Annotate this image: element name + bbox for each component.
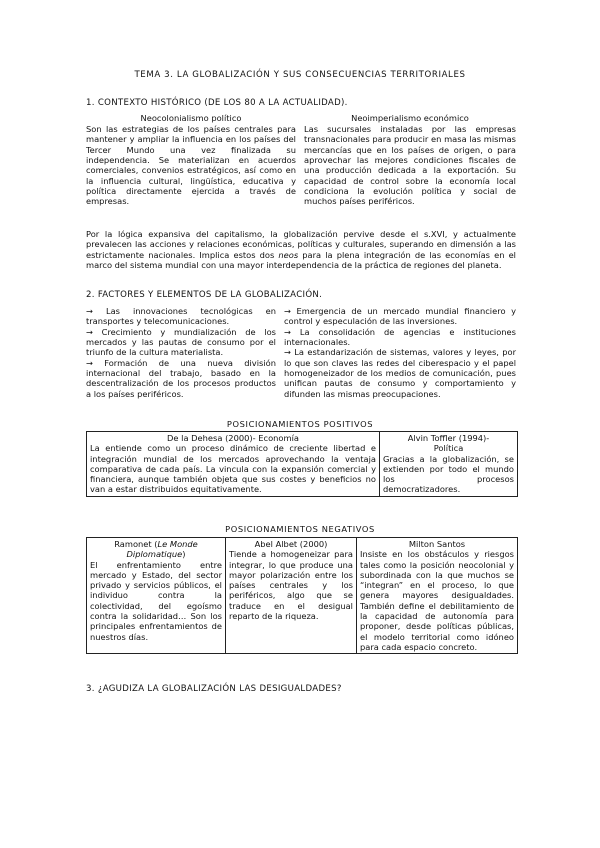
neocolonialismo-title: Neocolonialismo político <box>140 113 242 123</box>
factor-item: → Crecimiento y mundialización de los mercados y las pautas de consumo por el triunfo de la cultura materialista. <box>86 326 276 358</box>
section-1-heading: 1. CONTEXTO HISTÓRICO (DE LOS 80 A LA ACTUALIDAD). <box>86 98 348 108</box>
positive-caption: POSICIONAMIENTOS POSITIVOS <box>226 419 374 429</box>
toffler-text: Gracias a la globalización, se extienden por todo el mundo los procesos democratizadores. <box>383 453 514 495</box>
dehesa-cell <box>87 432 380 497</box>
factor-item: → Formación de una nueva división internacional del trabajo, basado en la descentralización de los procesos productos a los países periféricos. <box>86 357 276 399</box>
factor-item: → Emergencia de un mercado mundial financiero y control y especulación de las inversiones. <box>284 306 516 327</box>
albet-text: Tiende a homogeneizar para integrar, lo que produce una mayor polarización entre los países centrales y los periféricos, algo que se traduce en el desigual reparto de la riqueza. <box>229 549 353 622</box>
context-paragraph: Por la lógica expansiva del capitalismo, la globalización pervive desde el s.XVI, y actualmente prevalecen las acciones y relaciones económicas, políticas y culturales, superando en dimensión a las estrictamente nacionales. Implica estos dos neos para la plena integración de las economías en el marco del sistema mundial con una mayor interdependencia de la práctica de regiones del planeta. <box>86 229 516 271</box>
ramonet-title: Ramonet (Le Monde Diplomatique) <box>114 539 198 560</box>
negative-caption: POSICIONAMIENTOS NEGATIVOS <box>225 524 375 534</box>
toffler-cell <box>380 432 518 497</box>
factor-item: → Las innovaciones tecnológicas en transportes y telecomunicaciones. <box>86 306 276 327</box>
neos-italic: neos <box>278 249 299 260</box>
positive-table <box>86 431 518 497</box>
santos-title: Milton Santos <box>408 539 466 549</box>
neoimperialismo-title: Neoimperialismo económico <box>351 113 469 123</box>
neocolonialismo-text: Son las estrategias de los países centrales para mantener y ampliar la influencia en los países del Tercer Mundo una vez finalizada su independencia. Se materializan en acuerdos comerciales, convenios estratégicos, así como en la influencia cultural, lingüística, educativa y política directamente ejercida a través de empresas. <box>86 124 296 207</box>
factors-right-list <box>284 306 516 399</box>
neoimperialismo-text: Las sucursales instaladas por las empresas transnacionales para producir en masa las mismas mercancías que en los países de origen, o para aprovechar las mejores condiciones fiscales de una producción dedicada a la exportación. Su capacidad de control sobre la economía local condiciona la evolución política y social de muchos países periféricos. <box>304 124 516 207</box>
dehesa-text: La entiende como un proceso dinámico de creciente libertad e integración mundial de los mercados aprovechando la ventaja comparativa de cada país. La vincula con la expansión comercial y financiera, aunque también objeta que sus costes y beneficios no van a estar distribuidos equitativamente. <box>90 443 376 495</box>
albet-cell <box>226 538 357 654</box>
factor-item: → La consolidación de agencias e instituciones internacionales. <box>284 326 516 348</box>
santos-cell <box>357 538 518 654</box>
factors-left-list <box>86 306 276 399</box>
ramonet-text: El enfrentamiento entre mercado y Estado, del sector privado y servicios públicos, el individuo contra la colectividad, del egoísmo contra la solidaridad… Son los principales enfrentamientos de nuestros días. <box>90 559 222 642</box>
dehesa-title: De la Dehesa (2000)- Economía <box>167 433 299 443</box>
section-2-heading: 2. FACTORES Y ELEMENTOS DE LA GLOBALIZACIÓN. <box>86 290 323 300</box>
toffler-title: Alvin Toffler (1994)- Política <box>407 433 490 454</box>
negative-table <box>86 537 518 654</box>
page-title: TEMA 3. LA GLOBALIZACIÓN Y SUS CONSECUENCIAS TERRITORIALES <box>134 70 466 80</box>
ramonet-cell <box>87 538 226 654</box>
albet-title: Abel Albet (2000) <box>254 539 328 549</box>
factor-item: → La estandarización de sistemas, valores y leyes, por lo que son claves las redes del ciberespacio y el papel homogeneizador de los medios de comunicación, pues unifican pautas de consumo y comportamiento y difunden las mismas preocupaciones. <box>284 347 516 399</box>
santos-text: Insiste en los obstáculos y riesgos tales como la posición neocolonial y subordinada con la que muchos se “integran” en el proceso, lo que genera mayores desigualdades. También define el debilitamiento de la capacidad de autonomía para proponer, desde políticas públicas, el modelo territorial como idóneo para cada espacio concreto. <box>360 549 514 652</box>
section-3-heading: 3. ¿AGUDIZA LA GLOBALIZACIÓN LAS DESIGUALDADES? <box>86 684 342 694</box>
